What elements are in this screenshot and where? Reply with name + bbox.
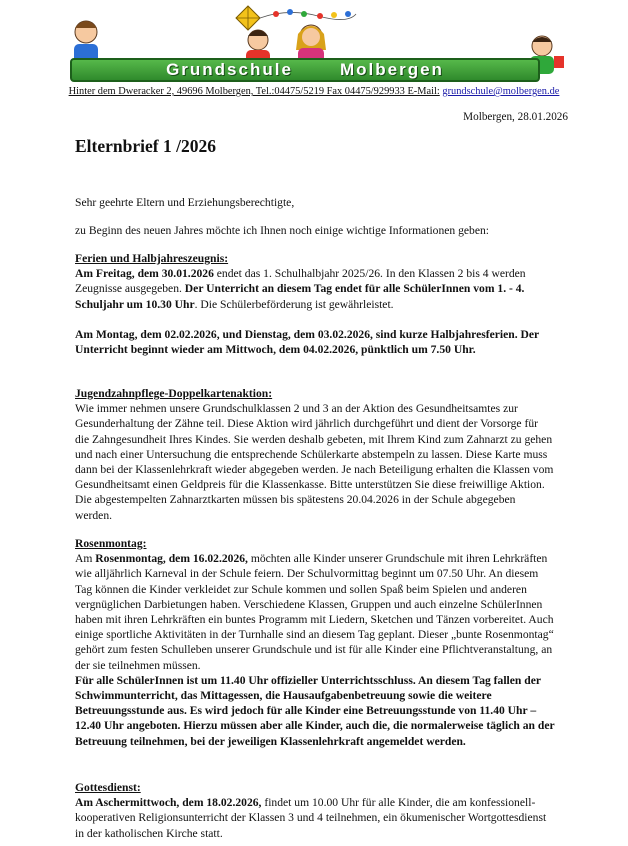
address-text: Hinter dem Dweracker 2, 49696 Molbergen, Tel.:04475/5219 Fax 04475/929933 E-Mail:: [68, 86, 440, 97]
paragraph: [75, 551, 555, 673]
section-heading: Gottesdienst:: [75, 781, 141, 794]
address-line: [0, 86, 628, 97]
paragraph: [75, 795, 555, 841]
section-ferien: [75, 251, 555, 357]
school-name-word2: Molbergen: [339, 60, 444, 79]
paragraph: [75, 327, 555, 357]
bold-text: Am Freitag, dem 30.01.2026: [75, 267, 214, 281]
school-name: [70, 58, 540, 82]
section-heading: Rosenmontag:: [75, 537, 147, 550]
bold-text: Der Unterricht an diesem Tag endet für alle SchülerInnen vom 1. - 4. Schuljahr um 10.30 Uhr: [75, 282, 525, 311]
bold-text: Am Montag, dem 02.02.2026, und Dienstag, dem 03.02.2026, sind kurze Halbjahresferien. Der Unterricht beginnt wieder am Mittwoch, dem 04.02.2026, pünktlich um 7.50 Uhr.: [75, 327, 539, 357]
bold-text: Für alle SchülerInnen ist um 11.40 Uhr offizieller Unterrichtsschluss. An diesem Tag fallen der Schwimmunterricht, das Mittagessen, die Hausaufgabenbetreuung sowie die weitere Betreuungsstunde aus. Es wird jedoch für alle Kinder eine Betreuungsstunde von 11.40 Uhr – 12.40 Uhr angeboten. Hierzu müssen aber alle Kinder, auch die, die normalerweise täglich an der Betreuung teilnehmen, bei der jeweiligen Klassenlehrkraft angemeldet werden.: [75, 673, 555, 748]
bold-text: Rosenmontag, dem 16.02.2026,: [95, 552, 248, 566]
letterhead: [0, 0, 628, 98]
letter-title: Elternbrief 1 /2026: [75, 136, 216, 156]
text: möchten alle Kinder unserer Grundschule mit ihren Lehrkräften wie alljährlich Karneval in der Schule feiern. Der Schulvormittag beginnt um 07.50 Uhr. An diesem Tag können die Kinder verkleidet zur Schule kommen und sollen Spaß beim Spielen und anderen vergnüglichen Darbietungen haben. Verschiedene Klassen, Gruppen und auch einzelne SchülerInnen haben mit ihren Lehrkräften ein buntes Programm mit Liedern, Sketchen und Tänzen vorbereitet. Auch einige sportliche Aktivitäten in der Turnhalle sind an diesem Tag geplant. Dieser „bunte Rosenmontag“ gehört zum festen Schulleben unserer Grundschule und ist für alle Kinder eine Pflichtveranstaltung, an der sie teilnehmen müssen.: [75, 552, 554, 672]
letter-date: Molbergen, 28.01.2026: [463, 111, 568, 123]
paragraph: Wie immer nehmen unsere Grundschulklassen 2 und 3 an der Aktion des Gesundheitsamtes zur Gesunderhaltung der Zähne teil. Diese Aktion wird jährlich durchgeführt und dient der Vorsorge für die Zahngesundheit Ihres Kindes. Sie werden deshalb gebeten, mit Ihrem Kind zum Zahnarzt zu gehen und nach einer Untersuchung die entsprechende Schülerkarte abstempeln zu lassen. Diese Karte muss dann bei der Klassenlehrkraft wieder abgegeben werden. Je nach Beteiligung erhalten die Klassen vom Gesundheitsamt einen Geldpreis für die Klassenkasse. Bitte unterstützen Sie diese freiwillige Aktion. Die abgestempelten Zahnarztkarten müssen bis spätestens 20.04.2026 in der Schule abgegeben werden.: [75, 402, 554, 522]
section-gottesdienst: [75, 780, 555, 841]
greeting: Sehr geehrte Eltern und Erziehungsberechtigte,: [75, 196, 295, 209]
text: findet um 10.00 Uhr für alle Kinder, die am konfessionell-kooperativen Religionsunterricht der Klassen 3 und 4 teilnehmen, ein ökumenischer Wortgottesdienst in der katholischen Kirche statt.: [75, 796, 547, 840]
school-name-word1: Grundschule: [166, 60, 293, 79]
section-heading: Jugendzahnpflege-Doppelkartenaktion:: [75, 387, 273, 400]
text: endet das 1. Schulhalbjahr 2025/26. In den Klassen 2 bis 4 werden Zeugnisse ausgegeben.: [75, 267, 526, 296]
email-link[interactable]: grundschule@molbergen.de: [442, 86, 560, 97]
section-zahnpflege: [75, 386, 555, 523]
intro: zu Beginn des neuen Jahres möchte ich Ihnen noch einige wichtige Informationen geben:: [75, 224, 490, 237]
paragraph: [75, 673, 555, 749]
section-rosenmontag: [75, 536, 555, 749]
bold-text: Am Aschermittwoch, dem 18.02.2026,: [75, 796, 262, 810]
section-heading: Ferien und Halbjahreszeugnis:: [75, 252, 229, 265]
text: . Die Schülerbeförderung ist gewährleistet.: [194, 297, 394, 311]
paragraph: [75, 266, 555, 312]
text: Am: [75, 552, 96, 566]
